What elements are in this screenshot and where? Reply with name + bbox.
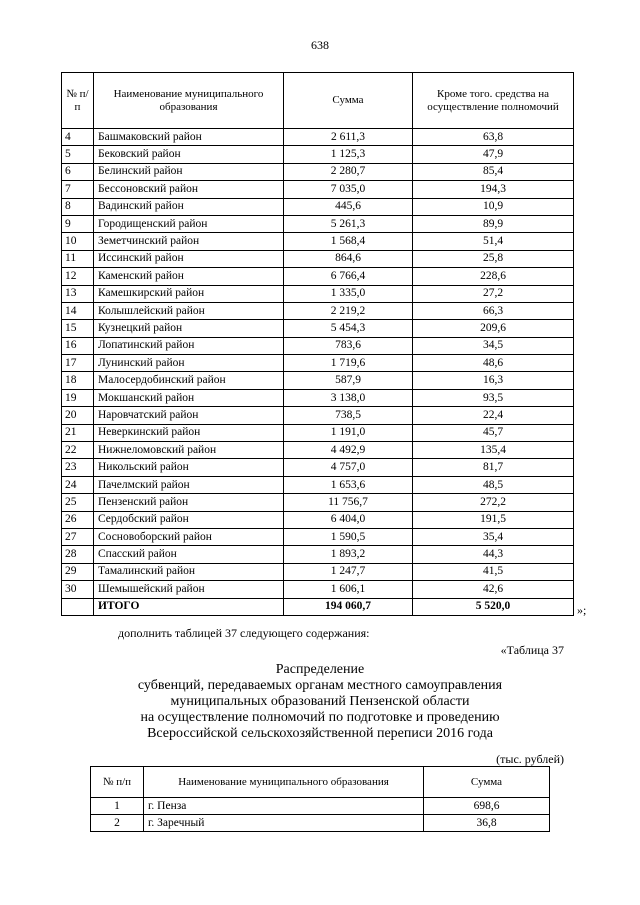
subventions-table [61,72,574,616]
row-extra: 44,3 [413,546,574,563]
municipality-name: г. Пенза [144,798,424,815]
row-extra: 47,9 [413,146,574,163]
row-number: 10 [62,233,94,250]
district-name: Пачелмский район [94,476,284,493]
row-number: 8 [62,198,94,215]
row-number: 21 [62,424,94,441]
row-number: 14 [62,302,94,319]
header-extra: Кроме того. средства на осуществление полномочий [413,73,574,129]
row-extra: 66,3 [413,302,574,319]
table-row [62,233,574,250]
row-number: 9 [62,215,94,232]
table-row [62,355,574,372]
row-number: 7 [62,181,94,198]
row-sum: 1 125,3 [284,146,413,163]
table-row [62,389,574,406]
row-number: 13 [62,285,94,302]
row-sum: 11 756,7 [284,494,413,511]
table-row [62,372,574,389]
district-name: Кузнецкий район [94,320,284,337]
row-sum: 698,6 [424,798,550,815]
row-number: 6 [62,163,94,180]
row-extra: 209,6 [413,320,574,337]
row-sum: 1 568,4 [284,233,413,250]
table-row [62,476,574,493]
district-name: Бековский район [94,146,284,163]
table-row [62,302,574,319]
district-name: Шемышейский район [94,581,284,598]
row-extra: 41,5 [413,563,574,580]
row-number: 5 [62,146,94,163]
table-row [62,163,574,180]
district-name: Колышлейский район [94,302,284,319]
table-row [62,511,574,528]
total-row [62,598,574,615]
district-name: Малосердобинский район [94,372,284,389]
row-extra: 63,8 [413,129,574,146]
row-number: 17 [62,355,94,372]
row-sum: 1 719,6 [284,355,413,372]
row-number: 25 [62,494,94,511]
total-extra: 5 520,0 [413,598,574,615]
row-extra: 16,3 [413,372,574,389]
header-sum: Сумма [284,73,413,129]
row-sum: 5 454,3 [284,320,413,337]
table-row [62,424,574,441]
row-sum: 1 653,6 [284,476,413,493]
district-name: Сердобский район [94,511,284,528]
district-name: Неверкинский район [94,424,284,441]
district-name: Тамалинский район [94,563,284,580]
row-sum: 1 590,5 [284,528,413,545]
district-name: Спасский район [94,546,284,563]
row-number: 26 [62,511,94,528]
title-line: субвенций, передаваемых органам местного самоуправления [137,678,503,693]
page-number: 638 [311,38,329,52]
row-number: 12 [62,268,94,285]
table-row [62,528,574,545]
district-name: Башмаковский район [94,129,284,146]
district-name: Наровчатский район [94,407,284,424]
row-extra: 48,6 [413,355,574,372]
row-extra: 34,5 [413,337,574,354]
total-num [62,598,94,615]
row-sum: 783,6 [284,337,413,354]
row-number: 22 [62,442,94,459]
row-number: 23 [62,459,94,476]
row-extra: 48,5 [413,476,574,493]
table-row [62,320,574,337]
row-number: 29 [62,563,94,580]
row-sum: 864,6 [284,250,413,267]
district-name: Лунинский район [94,355,284,372]
row-sum: 445,6 [284,198,413,215]
table-row [62,250,574,267]
row-sum: 1 893,2 [284,546,413,563]
table-header-row [62,73,574,129]
row-number: 4 [62,129,94,146]
table-row [62,129,574,146]
header-name: Наименование муниципального образования [94,73,284,129]
table-row [62,215,574,232]
row-sum: 3 138,0 [284,389,413,406]
row-number: 28 [62,546,94,563]
row-number: 11 [62,250,94,267]
table-row [62,459,574,476]
table-row [62,181,574,198]
district-name: Белинский район [94,163,284,180]
row-extra: 194,3 [413,181,574,198]
row-extra: 272,2 [413,494,574,511]
row-sum: 4 757,0 [284,459,413,476]
row-number: 16 [62,337,94,354]
table-row [62,268,574,285]
table-row [62,546,574,563]
header-name: Наименование муниципального образования [144,767,424,798]
row-extra: 42,6 [413,581,574,598]
title-line: на осуществление полномочий по подготовке и проведению [140,710,500,725]
row-sum: 2 280,7 [284,163,413,180]
row-extra: 51,4 [413,233,574,250]
row-extra: 35,4 [413,528,574,545]
section-title [0,662,640,742]
row-number: 24 [62,476,94,493]
district-name: Нижнеломовский район [94,442,284,459]
table-label: «Таблица 37 [500,643,564,657]
district-name: Никольский район [94,459,284,476]
title-line: муниципальных образований Пензенской области [170,694,470,709]
title-line: Распределение [275,662,365,677]
row-sum: 2 611,3 [284,129,413,146]
table-row [62,407,574,424]
row-number: 18 [62,372,94,389]
header-num: № п/п [62,73,94,129]
row-sum: 4 492,9 [284,442,413,459]
row-extra: 27,2 [413,285,574,302]
row-sum: 36,8 [424,815,550,832]
row-extra: 81,7 [413,459,574,476]
closing-quote: »; [577,603,587,617]
table-header-row [91,767,550,798]
title-line: Всероссийской сельскохозяйственной переписи 2016 года [147,726,493,741]
row-sum: 5 261,3 [284,215,413,232]
row-number: 2 [91,815,144,832]
table-row [62,198,574,215]
district-name: Лопатинский район [94,337,284,354]
table-row [91,815,550,832]
row-extra: 22,4 [413,407,574,424]
table-row [62,563,574,580]
district-name: Иссинский район [94,250,284,267]
row-sum: 6 766,4 [284,268,413,285]
row-number: 15 [62,320,94,337]
row-sum: 1 335,0 [284,285,413,302]
row-sum: 6 404,0 [284,511,413,528]
row-sum: 7 035,0 [284,181,413,198]
table-row [91,798,550,815]
row-number: 20 [62,407,94,424]
row-number: 30 [62,581,94,598]
district-name: Камешкирский район [94,285,284,302]
table-row [62,337,574,354]
table-row [62,494,574,511]
table-row [62,442,574,459]
district-name: Пензенский район [94,494,284,511]
district-name: Городищенский район [94,215,284,232]
district-name: Бессоновский район [94,181,284,198]
district-name: Мокшанский район [94,389,284,406]
row-number: 19 [62,389,94,406]
census-subventions-table [90,766,550,832]
row-sum: 1 247,7 [284,563,413,580]
header-num: № п/п [91,767,144,798]
table-row [62,285,574,302]
row-extra: 25,8 [413,250,574,267]
row-extra: 93,5 [413,389,574,406]
row-extra: 45,7 [413,424,574,441]
row-extra: 85,4 [413,163,574,180]
table-row [62,581,574,598]
district-name: Каменский район [94,268,284,285]
row-extra: 135,4 [413,442,574,459]
header-sum: Сумма [424,767,550,798]
district-name: Земетчинский район [94,233,284,250]
total-sum: 194 060,7 [284,598,413,615]
municipality-name: г. Заречный [144,815,424,832]
district-name: Вадинский район [94,198,284,215]
table-row [62,146,574,163]
total-label: ИТОГО [94,598,284,615]
row-sum: 2 219,2 [284,302,413,319]
row-sum: 587,9 [284,372,413,389]
amendment-paragraph: дополнить таблицей 37 следующего содержания: [118,626,370,640]
district-name: Сосновоборский район [94,528,284,545]
row-sum: 1 191,0 [284,424,413,441]
row-sum: 1 606,1 [284,581,413,598]
units-label: (тыс. рублей) [496,752,564,766]
row-sum: 738,5 [284,407,413,424]
row-extra: 89,9 [413,215,574,232]
row-extra: 10,9 [413,198,574,215]
row-number: 1 [91,798,144,815]
row-extra: 228,6 [413,268,574,285]
row-extra: 191,5 [413,511,574,528]
row-number: 27 [62,528,94,545]
